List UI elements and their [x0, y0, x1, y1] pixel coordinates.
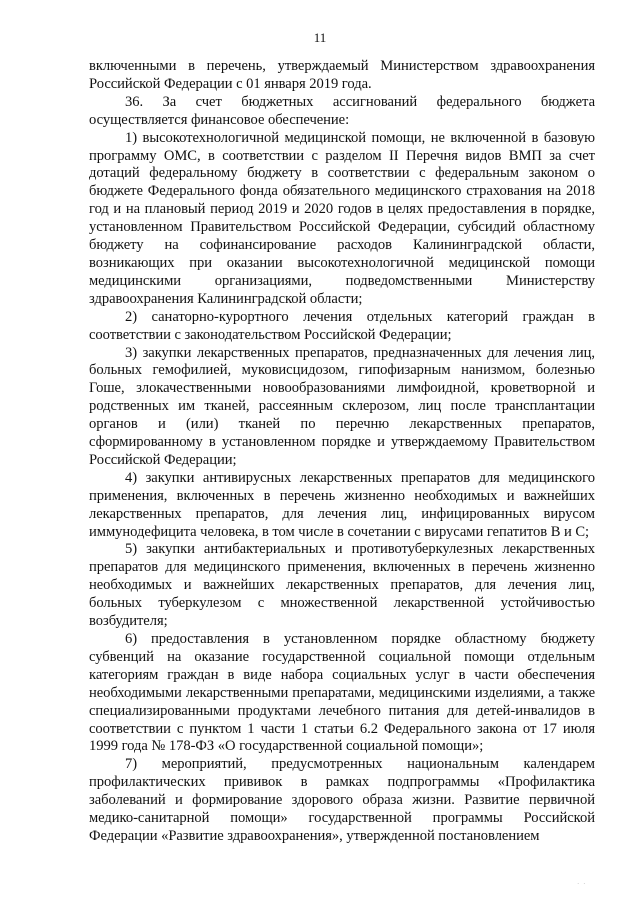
document-body — [89, 58, 595, 846]
paragraph-continuation: включенными в перечень, утверждаемый Министерством здравоохранения Российской Федерации с 01 января 2019 года. — [89, 58, 595, 92]
list-item-3: 3) закупки лекарственных препаратов, предназначенных для лечения лиц, больных гемофилией, муковисцидозом, гипофизарным нанизмом, болезнью Гоше, злокачественными новообразованиями лимфоидной, кроветворной и родственных им тканей, рассеянным склерозом, лиц после трансплантации органов и (или) тканей по перечню лекарственных препаратов, сформированному в установленном порядке и утверждаемому Правительством Российской Федерации; — [89, 344, 595, 468]
list-item-5: 5) закупки антибактериальных и противотуберкулезных лекарственных препаратов для медицинского применения, включенных в перечень жизненно необходимых и важнейших лекарственных препаратов, для лечения лиц, больных туберкулезом с множественной лекарственной устойчивостью возбудителя; — [89, 541, 595, 630]
list-item-2: 2) санаторно-курортного лечения отдельных категорий граждан в соответствии с законодательством Российской Федерации; — [89, 308, 595, 343]
list-item-6: 6) предоставления в установленном порядке областному бюджету субвенций на оказание государственной социальной помощи отдельным категориям граждан в виде набора социальных услуг в части обеспечения необходимыми лекарственными препаратами, медицинскими изделиями, а также специализированными продуктами лечебного питания для детей-инвалидов в соответствии с пунктом 1 части 1 статьи 6.2 Федерального закона от 17 июля 1999 года № 178-ФЗ «О государственной социальной помощи»; — [89, 631, 595, 755]
list-item-7: 7) мероприятий, предусмотренных национальным календарем профилактических прививок в рамках подпрограммы «Профилактика заболеваний и формирование здорового образа жизни. Развитие первичной медико-санитарной помощи» государственной программы Российской Федерации «Развитие здравоохранения», утвержденной постановлением — [89, 756, 595, 844]
scan-artifact: · · — [577, 880, 587, 888]
list-item-4: 4) закупки антивирусных лекарственных препаратов для медицинского применения, включенных в перечень жизненно необходимых и важнейших лекарственных препаратов, для лечения лиц, инфицированных вирусом иммунодефицита человека, в том числе в сочетании с вирусами гепатитов B и C; — [89, 469, 595, 540]
page-number: 11 — [313, 30, 327, 45]
list-item-1: 1) высокотехнологичной медицинской помощи, не включенной в базовую программу ОМС, в соответствии с разделом II Перечня видов ВМП за счет дотаций федеральному бюджету в соответствии с федеральным законом о бюджете Федерального фонда обязательного медицинского страхования на 2018 год и на плановый период 2019 и 2020 годов в целях предоставления в порядке, установленном Правительством Российской Федерации, субсидий областному бюджету на софинансирование расходов Калининградской области, возникающих при оказании высокотехнологичной медицинской помощи медицинскими организациями, подведомственными Министерству здравоохранения Калининградской области; — [89, 129, 595, 307]
paragraph-36: 36. За счет бюджетных ассигнований федерального бюджета осуществляется финансовое обеспечение: — [89, 93, 595, 128]
